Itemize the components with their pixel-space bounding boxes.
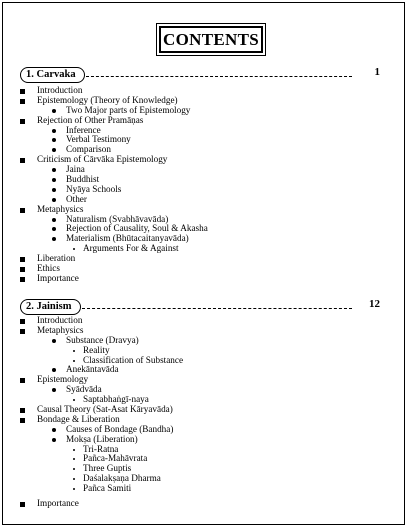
toc-entry-label: Verbal Testimony xyxy=(66,134,131,145)
toc-entry-label: Mokṣa (Liberation) xyxy=(66,433,138,444)
toc-entry[interactable] xyxy=(20,499,390,509)
dot-bullet-icon xyxy=(52,129,56,133)
dot-bullet-icon xyxy=(52,109,56,113)
toc-entry-label: Rejection of Other Pramāṇas xyxy=(37,114,144,125)
toc-entry-label: Introduction xyxy=(37,315,83,325)
dot-bullet-icon xyxy=(73,478,75,480)
toc-entry-label: Jaina xyxy=(66,164,85,175)
toc-entry-label: Pañca Samiti xyxy=(83,483,132,494)
dot-bullet-icon xyxy=(52,198,56,202)
toc-entry[interactable] xyxy=(20,464,390,474)
square-bullet-icon xyxy=(20,418,25,423)
toc-entry-label: Comparison xyxy=(66,144,111,155)
section-list-carvaka xyxy=(20,86,390,284)
toc-entry-label: Bondage & Liberation xyxy=(37,413,120,424)
toc-entry-label: Daśalakṣaṇa Dharma xyxy=(83,473,161,484)
dot-bullet-icon xyxy=(52,339,56,343)
toc-entry-label: Epistemology xyxy=(37,374,89,385)
toc-entry-label: Classification of Substance xyxy=(83,354,184,365)
square-bullet-icon xyxy=(20,119,25,124)
dot-bullet-icon xyxy=(73,488,75,490)
toc-entry-label: Saptabhaṅgī-naya xyxy=(83,394,149,405)
square-bullet-icon xyxy=(20,378,25,383)
toc-entry-label: Substance (Dravya) xyxy=(66,334,139,345)
dot-bullet-icon xyxy=(52,178,56,182)
toc-entry[interactable] xyxy=(20,234,390,244)
dot-bullet-icon xyxy=(52,168,56,172)
toc-entry-label: Other xyxy=(66,193,87,204)
page-title: CONTENTS xyxy=(159,26,263,53)
dot-bullet-icon xyxy=(52,188,56,192)
toc-entry-label: Rejection of Causality, Soul & Akasha xyxy=(66,223,208,234)
dot-bullet-icon xyxy=(52,237,56,241)
toc-entry-label: Ethics xyxy=(37,263,60,274)
dotted-leader xyxy=(82,308,352,309)
toc-entry-label: Syādvāda xyxy=(66,384,102,395)
toc-entry-label: Reality xyxy=(83,344,110,355)
dot-bullet-icon xyxy=(73,449,75,451)
toc-entry[interactable] xyxy=(20,454,390,464)
dot-bullet-icon xyxy=(73,360,75,362)
toc-entry-label: Anekāntavāda xyxy=(66,364,119,375)
toc-entry-label: Inference xyxy=(66,124,101,135)
dot-bullet-icon xyxy=(52,428,56,432)
toc-entry-label: Tri-Ratna xyxy=(83,443,119,454)
dot-bullet-icon xyxy=(52,148,56,152)
square-bullet-icon xyxy=(20,408,25,413)
dot-bullet-icon xyxy=(52,438,56,442)
toc-entry[interactable] xyxy=(20,336,390,346)
square-bullet-icon xyxy=(20,208,25,213)
square-bullet-icon xyxy=(20,319,25,324)
toc-entry[interactable] xyxy=(20,445,390,455)
toc-entry-label: Three Guptis xyxy=(83,463,132,474)
square-bullet-icon xyxy=(20,267,25,272)
toc-entry-label: Two Major parts of Epistemology xyxy=(66,104,191,115)
dot-bullet-icon xyxy=(52,218,56,222)
square-bullet-icon xyxy=(20,329,25,334)
dot-bullet-icon xyxy=(73,458,75,460)
square-bullet-icon xyxy=(20,277,25,282)
section-title-chip: 1. Carvaka xyxy=(20,67,85,83)
toc-entry-label: Causal Theory (Sat-Asat Kāryavāda) xyxy=(37,404,173,415)
toc-entry-label: Materialism (Bhūtacaitanyavāda) xyxy=(66,233,189,244)
square-bullet-icon xyxy=(20,257,25,262)
dot-bullet-icon xyxy=(52,388,56,392)
section-heading-jainism[interactable] xyxy=(20,299,380,315)
section-page-number: 1 xyxy=(374,66,380,78)
dot-bullet-icon xyxy=(73,468,75,470)
dot-bullet-icon xyxy=(52,368,56,372)
square-bullet-icon xyxy=(20,158,25,163)
toc-entry[interactable] xyxy=(20,254,390,264)
toc-entry[interactable] xyxy=(20,435,390,445)
square-bullet-icon xyxy=(20,89,25,94)
toc-entry[interactable] xyxy=(20,274,390,284)
dot-bullet-icon xyxy=(52,138,56,142)
toc-entry-label: Causes of Bondage (Bandha) xyxy=(66,423,174,434)
square-bullet-icon xyxy=(20,99,25,104)
dot-bullet-icon xyxy=(73,350,75,352)
toc-entry-label: Criticism of Cārvāka Epistemology xyxy=(37,154,168,165)
section-page-number: 12 xyxy=(369,298,380,310)
toc-entry-label: Arguments For & Against xyxy=(83,243,179,254)
toc-entry-label: Pañca-Mahāvrata xyxy=(83,453,148,464)
square-bullet-icon xyxy=(20,502,25,507)
toc-entry-label: Importance xyxy=(37,498,79,509)
section-list-jainism xyxy=(20,316,390,509)
toc-entry-label: Introduction xyxy=(37,85,83,95)
toc-entry[interactable] xyxy=(20,385,390,395)
toc-entry[interactable] xyxy=(20,484,390,494)
toc-entry[interactable] xyxy=(20,244,390,254)
toc-entry-label: Buddhist xyxy=(66,174,100,185)
toc-entry-label: Metaphysics xyxy=(37,203,84,214)
toc-entry[interactable] xyxy=(20,474,390,484)
dot-bullet-icon xyxy=(52,227,56,231)
toc-entry[interactable] xyxy=(20,346,390,356)
toc-entry-label: Importance xyxy=(37,272,79,283)
toc-entry-label: Nyāya Schools xyxy=(66,183,122,194)
dot-bullet-icon xyxy=(73,399,75,401)
toc-entry-label: Epistemology (Theory of Knowledge) xyxy=(37,94,178,105)
section-heading-carvaka[interactable] xyxy=(20,67,380,83)
toc-entry-label: Metaphysics xyxy=(37,324,84,335)
dot-bullet-icon xyxy=(73,248,75,250)
dotted-leader xyxy=(86,76,352,77)
toc-entry-label: Naturalism (Svabhāvavāda) xyxy=(66,213,169,224)
toc-entry-label: Liberation xyxy=(37,253,76,264)
section-title-chip: 2. Jainism xyxy=(20,299,81,315)
